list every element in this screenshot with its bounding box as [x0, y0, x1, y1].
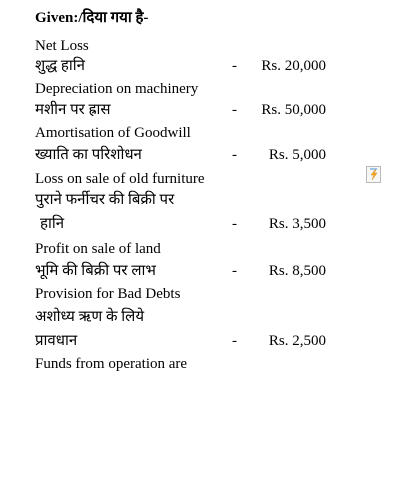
item-label-english: Loss on sale of old furniture [35, 171, 205, 187]
item-dash: - [232, 102, 237, 118]
item-label-english: Provision for Bad Debts [35, 286, 181, 302]
item-amount: Rs. 5,000 [268, 147, 326, 163]
item-label-english: Depreciation on machinery [35, 81, 199, 97]
item-amount: Rs. 3,500 [268, 216, 326, 232]
item-amount: Rs. 20,000 [261, 58, 326, 74]
item-label-english: Profit on sale of land [35, 241, 161, 257]
item-dash: - [232, 333, 237, 349]
item-label-hindi: मशीन पर ह्रास [35, 102, 111, 118]
item-dash: - [232, 263, 237, 279]
given-heading: Given:/दिया गया है- [35, 10, 149, 26]
item-label-hindi: ख्याति का परिशोधन [35, 147, 142, 163]
item-label-hindi: शुद्ध हानि [35, 58, 85, 74]
lightning-icon [367, 167, 380, 182]
item-amount: Rs. 50,000 [261, 102, 326, 118]
item-label-hindi: पुराने फर्नीचर की बिक्री पर [35, 192, 175, 208]
item-dash: - [232, 216, 237, 232]
item-label-english: Amortisation of Goodwill [35, 125, 191, 141]
item-amount: Rs. 2,500 [268, 333, 326, 349]
item-label-hindi: हानि [40, 216, 65, 232]
item-label-hindi: अशोध्य ऋण के लिये [35, 309, 145, 325]
quick-action-icon[interactable] [366, 166, 381, 183]
item-dash: - [232, 58, 237, 74]
funds-from-operation-text: Funds from operation are [35, 356, 188, 372]
item-amount: Rs. 8,500 [268, 263, 326, 279]
item-label-hindi: भूमि की बिक्री पर लाभ [35, 263, 156, 279]
item-label-english: Net Loss [35, 38, 89, 54]
item-label-hindi: प्रावधान [35, 333, 78, 349]
item-dash: - [232, 147, 237, 163]
